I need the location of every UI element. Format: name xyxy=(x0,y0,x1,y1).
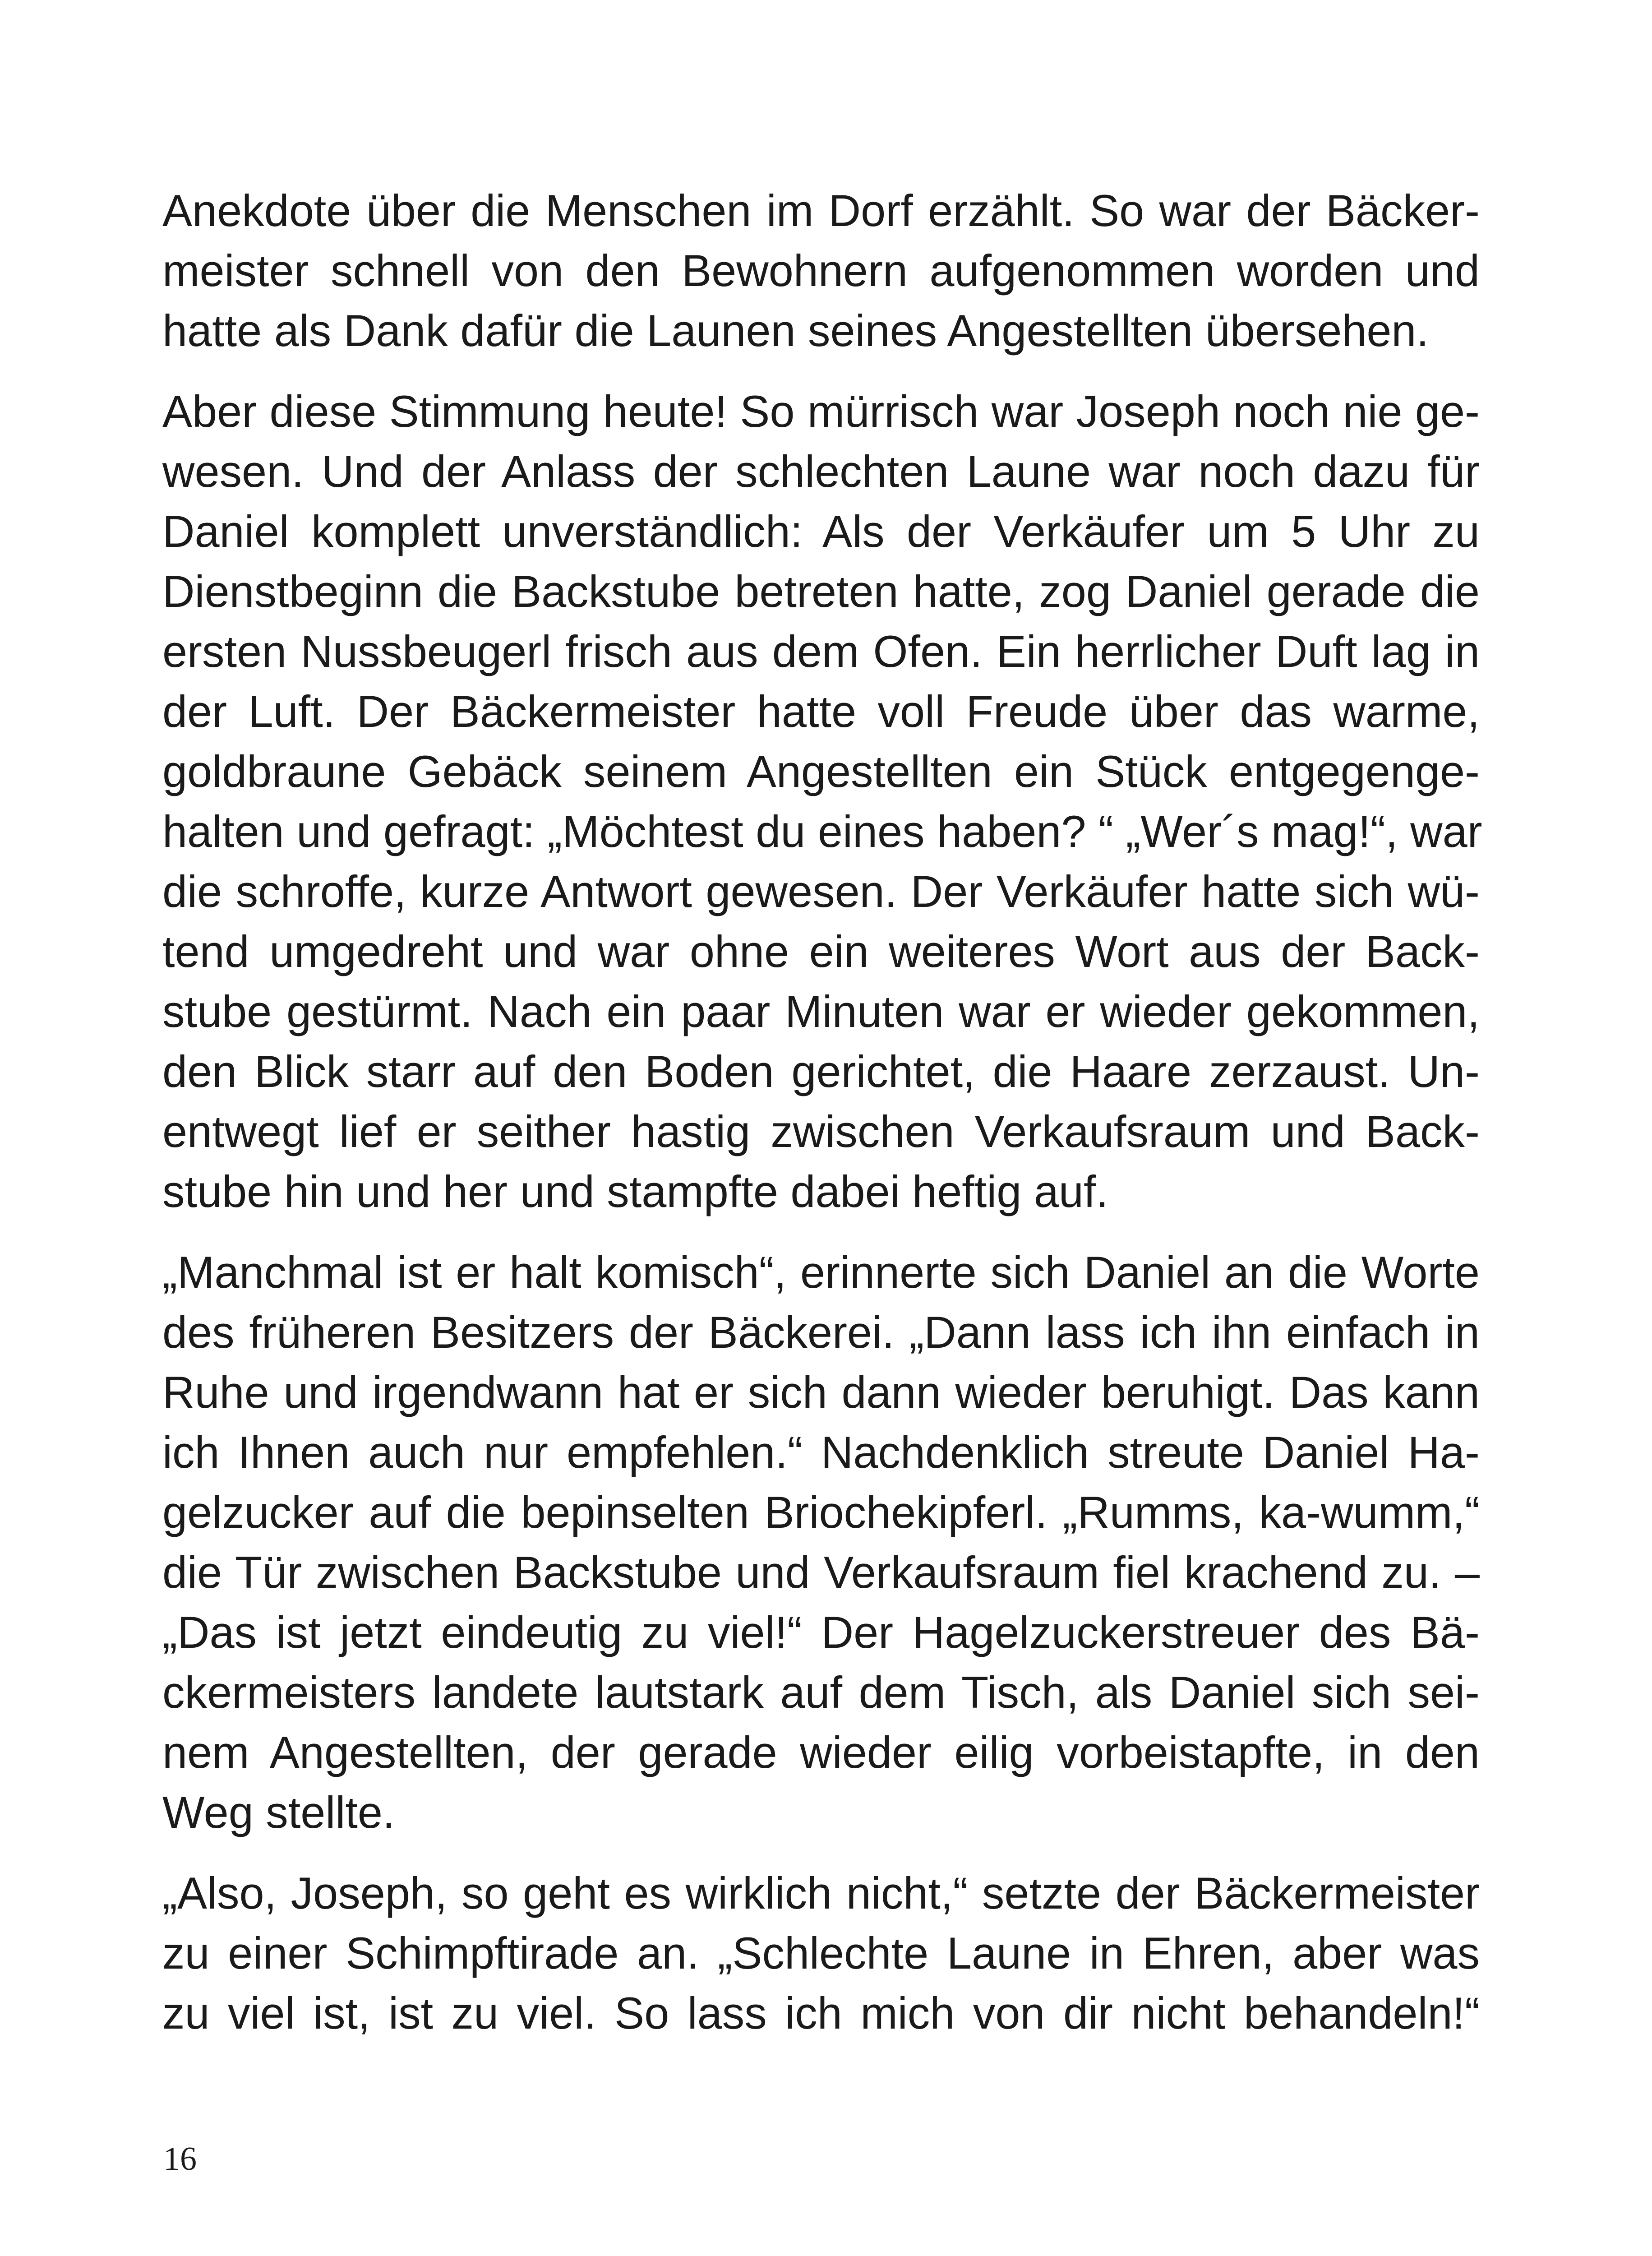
text-line: wesen. Und der Anlass der schlechten Laune war noch dazu für xyxy=(162,446,1480,496)
text-line: Anekdote über die Menschen im Dorf erzählt. So war der Bäcker- xyxy=(162,185,1480,236)
text-line: nem Angestellten, der gerade wieder eilig vorbeistapfte, in den xyxy=(162,1727,1480,1777)
text-line: Ruhe und irgendwann hat er sich dann wieder beruhigt. Das kann xyxy=(162,1367,1480,1417)
paragraph xyxy=(162,1863,1480,2043)
body-text xyxy=(162,180,1480,2064)
paragraph xyxy=(162,1242,1480,1842)
text-line: goldbraune Gebäck seinem Angestellten ein Stück entgegenge- xyxy=(162,746,1480,796)
text-line: ersten Nussbeugerl frisch aus dem Ofen. Ein herrlicher Duft lag in xyxy=(162,626,1480,676)
text-line: die schroffe, kurze Antwort gewesen. Der Verkäufer hatte sich wü- xyxy=(162,866,1480,916)
text-line: der Luft. Der Bäckermeister hatte voll Freude über das warme, xyxy=(162,686,1480,736)
text-line: zu viel ist, ist zu viel. So lass ich mich von dir nicht behandeln!“ xyxy=(162,1988,1480,2038)
text-line: „Also, Joseph, so geht es wirklich nicht,“ setzte der Bäckermeister xyxy=(162,1868,1480,1918)
text-line: meister schnell von den Bewohnern aufgenommen worden und xyxy=(162,245,1480,296)
paragraph xyxy=(162,381,1480,1221)
text-line: „Manchmal ist er halt komisch“, erinnerte sich Daniel an die Worte xyxy=(162,1247,1480,1297)
text-line: den Blick starr auf den Boden gerichtet, die Haare zerzaust. Un- xyxy=(162,1046,1480,1096)
text-line: Dienstbeginn die Backstube betreten hatte, zog Daniel gerade die xyxy=(162,566,1480,616)
text-line: hatte als Dank dafür die Launen seines Angestellten übersehen. xyxy=(162,305,1429,356)
text-line: des früheren Besitzers der Bäckerei. „Dann lass ich ihn einfach in xyxy=(162,1307,1480,1357)
text-line: tend umgedreht und war ohne ein weiteres Wort aus der Back- xyxy=(162,926,1480,976)
text-line: Aber diese Stimmung heute! So mürrisch war Joseph noch nie ge- xyxy=(162,386,1480,436)
paragraph xyxy=(162,180,1480,361)
text-line: stube hin und her und stampfte dabei heftig auf. xyxy=(162,1166,1108,1216)
text-line: Daniel komplett unverständlich: Als der Verkäufer um 5 Uhr zu xyxy=(162,506,1480,556)
text-line: ckermeisters landete lautstark auf dem Tisch, als Daniel sich sei- xyxy=(162,1667,1480,1717)
text-line: halten und gefragt: „Möchtest du eines haben? “ „Wer´s mag!“, war xyxy=(162,806,1482,856)
text-line: gelzucker auf die bepinselten Briochekipferl. „Rumms, ka-wumm,“ xyxy=(162,1487,1480,1537)
text-line: die Tür zwischen Backstube und Verkaufsraum fiel krachend zu. – xyxy=(162,1547,1480,1597)
text-line: ich Ihnen auch nur empfehlen.“ Nachdenklich streute Daniel Ha- xyxy=(162,1427,1480,1477)
text-line: „Das ist jetzt eindeutig zu viel!“ Der Hagelzuckerstreuer des Bä- xyxy=(162,1607,1480,1657)
text-line: Weg stellte. xyxy=(162,1787,395,1837)
text-line: zu einer Schimpftirade an. „Schlechte Laune in Ehren, aber was xyxy=(162,1928,1480,1978)
text-line: stube gestürmt. Nach ein paar Minuten war er wieder gekommen, xyxy=(162,986,1480,1036)
text-line: entwegt lief er seither hastig zwischen Verkaufsraum und Back- xyxy=(162,1106,1480,1156)
page-number: 16 xyxy=(163,2140,197,2177)
